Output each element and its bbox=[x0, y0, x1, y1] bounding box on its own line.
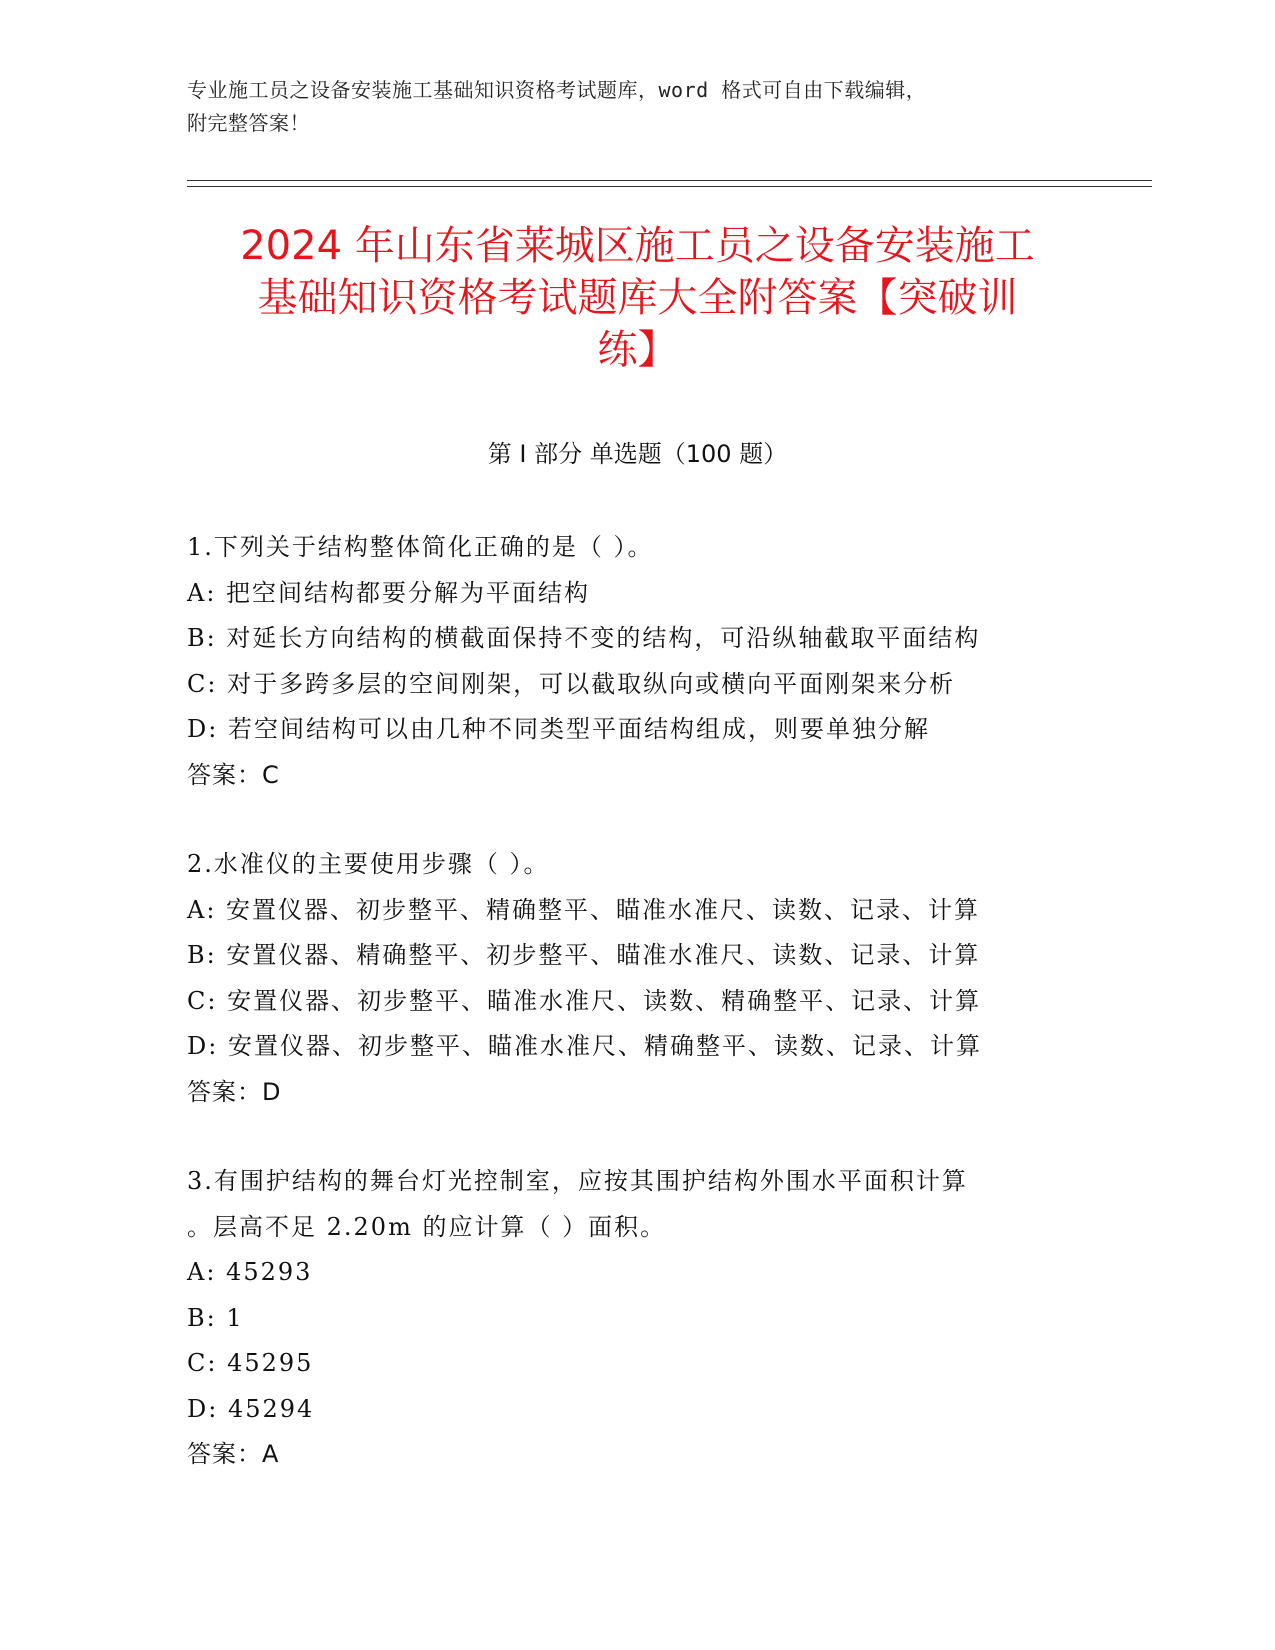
question-option: D: 45294 bbox=[187, 1394, 315, 1423]
question-option: C: 对于多跨多层的空间刚架，可以截取纵向或横向平面刚架来分析 bbox=[187, 669, 956, 698]
header-note-line: 专业施工员之设备安装施工基础知识资格考试题库，word 格式可自由下载编辑， bbox=[187, 78, 927, 102]
question-option: A: 45293 bbox=[187, 1258, 313, 1286]
question-item bbox=[187, 525, 1087, 798]
header-divider-line bbox=[187, 180, 1152, 181]
question-stem: 。层高不足 2.20m 的应计算（ ）面积。 bbox=[187, 1212, 667, 1241]
section-heading: 第 I 部分 单选题（100 题） bbox=[487, 440, 788, 468]
title-line: 练】 bbox=[597, 327, 678, 373]
question-stem: 1.下列关于结构整体简化正确的是（ ）。 bbox=[187, 533, 654, 561]
title-line: 2024 年山东省莱城区施工员之设备安装施工 bbox=[240, 223, 1035, 269]
question-answer: 答案：A bbox=[187, 1440, 280, 1468]
question-option: D: 安置仪器、初步整平、瞄准水准尺、精确整平、读数、记录、计算 bbox=[187, 1032, 982, 1060]
question-option: A: 安置仪器、初步整平、精确整平、瞄准水准尺、读数、记录、计算 bbox=[187, 895, 981, 924]
question-answer: 答案：C bbox=[187, 760, 280, 789]
question-item bbox=[187, 1159, 1087, 1478]
question-option: C: 安置仪器、初步整平、瞄准水准尺、读数、精确整平、记录、计算 bbox=[187, 986, 982, 1015]
header-note-line: 附完整答案！ bbox=[187, 111, 310, 135]
question-option: D: 若空间结构可以由几种不同类型平面结构组成，则要单独分解 bbox=[187, 715, 930, 743]
question-option: C: 45295 bbox=[187, 1349, 314, 1377]
question-list bbox=[187, 525, 1087, 1522]
question-option: B: 1 bbox=[187, 1303, 244, 1332]
question-answer: 答案：D bbox=[187, 1077, 282, 1106]
question-stem: 3.有围护结构的舞台灯光控制室，应按其围护结构外围水平面积计算 bbox=[187, 1167, 968, 1195]
question-option: A: 把空间结构都要分解为平面结构 bbox=[187, 578, 591, 607]
question-option: B: 安置仪器、精确整平、初步整平、瞄准水准尺、读数、记录、计算 bbox=[187, 941, 981, 969]
question-option: B: 对延长方向结构的横截面保持不变的结构，可沿纵轴截取平面结构 bbox=[187, 624, 981, 652]
title-line: 基础知识资格考试题库大全附答案【突破训 bbox=[257, 275, 1018, 321]
question-stem: 2.水准仪的主要使用步骤（ ）。 bbox=[187, 850, 550, 878]
header-divider-line bbox=[187, 186, 1152, 187]
question-item bbox=[187, 842, 1087, 1115]
header-note bbox=[187, 74, 1067, 140]
document-title bbox=[150, 220, 1125, 376]
